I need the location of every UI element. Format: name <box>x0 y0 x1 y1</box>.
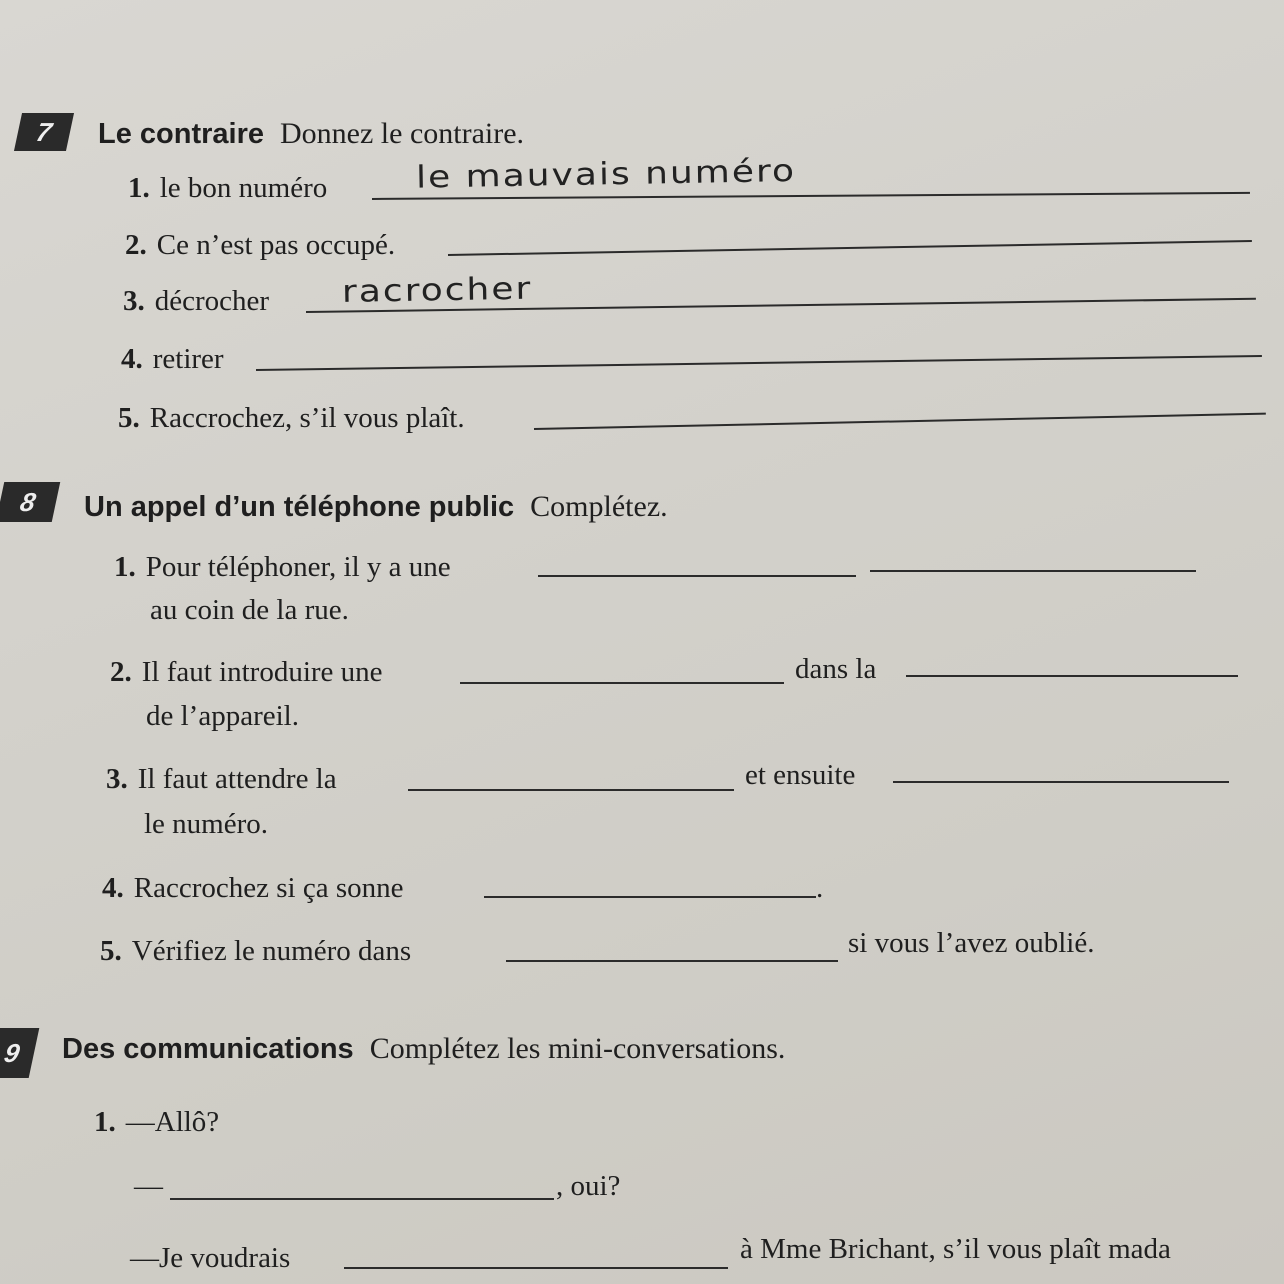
ex7-item-4-number: 4. <box>121 343 143 375</box>
ex7-item-4 <box>121 343 224 376</box>
ex8-answer-4-line[interactable] <box>484 896 816 898</box>
exercise-8-instruction: Complétez. <box>530 490 668 523</box>
exercise-8-title <box>84 490 668 524</box>
ex8-answer-2a-line[interactable] <box>460 682 784 684</box>
ex8-item-3-text: Il faut attendre la <box>137 763 337 795</box>
ex9-item-1-line3: —Je voudrais <box>130 1242 291 1274</box>
ex9-item-1-text: —Allô? <box>125 1106 220 1138</box>
exercise-7-title <box>98 117 524 151</box>
ex7-item-4-text: retirer <box>152 343 224 375</box>
ex9-answer-1-line[interactable] <box>170 1198 554 1200</box>
ex7-item-5-text: Raccrochez, s’il vous plaît. <box>149 402 465 434</box>
ex8-item-3-cont: le numéro. <box>144 808 269 840</box>
exercise-8-heading: Un appel d’un téléphone public <box>84 491 515 523</box>
ex9-answer-2-line[interactable] <box>344 1267 728 1269</box>
ex8-item-5-number: 5. <box>100 935 122 967</box>
exercise-7-heading: Le contraire <box>98 118 264 150</box>
ex7-item-5-number: 5. <box>118 402 140 434</box>
exercise-8-number: 8 <box>0 482 60 522</box>
ex7-item-1 <box>128 172 327 205</box>
exercise-7-instruction: Donnez le contraire. <box>280 117 525 150</box>
ex7-item-3 <box>123 285 269 318</box>
ex7-answer-2-line[interactable] <box>448 240 1252 256</box>
ex8-item-2 <box>110 656 383 689</box>
ex8-item-4-text: Raccrochez si ça sonne <box>133 872 404 904</box>
ex7-item-5 <box>118 402 465 435</box>
ex8-item-4-end: . <box>816 872 824 904</box>
ex7-item-2-text: Ce n’est pas occupé. <box>156 229 396 261</box>
ex8-item-1-number: 1. <box>114 551 136 583</box>
ex9-item-1 <box>94 1106 219 1139</box>
ex8-item-2-number: 2. <box>110 656 132 688</box>
ex9-item-1-line2-dash: — <box>134 1170 163 1202</box>
ex8-answer-1b-line[interactable] <box>870 570 1196 572</box>
ex7-answer-5-line[interactable] <box>534 413 1266 430</box>
ex8-item-3-number: 3. <box>106 763 128 795</box>
ex8-item-3-mid: et ensuite <box>745 759 856 791</box>
exercise-9-title <box>62 1032 785 1066</box>
ex7-answer-1-handwriting: le mauvais numéro <box>415 153 797 196</box>
ex8-item-1 <box>114 551 451 584</box>
ex8-item-5-mid: si vous l’avez oublié. <box>848 927 1095 959</box>
ex7-item-1-number: 1. <box>128 172 150 204</box>
ex8-item-3 <box>106 763 337 796</box>
ex9-item-1-line3-mid: à Mme Brichant, s’il vous plaît mada <box>740 1233 1171 1265</box>
ex7-item-1-text: le bon numéro <box>159 172 328 204</box>
ex8-answer-3a-line[interactable] <box>408 789 734 791</box>
exercise-7-number: 7 <box>14 113 74 151</box>
ex8-answer-2b-line[interactable] <box>906 675 1238 677</box>
ex8-item-4 <box>102 872 403 905</box>
ex7-answer-4-line[interactable] <box>256 355 1262 371</box>
ex8-item-1-text: Pour téléphoner, il y a une <box>145 551 451 583</box>
exercise-9-instruction: Complétez les mini-conversations. <box>369 1032 786 1065</box>
exercise-9-heading: Des communications <box>62 1033 354 1065</box>
ex8-item-2-cont: de l’appareil. <box>146 700 299 732</box>
ex8-item-2-mid: dans la <box>795 653 877 685</box>
exercise-9-number: 9 <box>0 1028 39 1078</box>
ex8-answer-1a-line[interactable] <box>538 575 856 577</box>
ex7-item-2-number: 2. <box>125 229 147 261</box>
ex8-item-2-text: Il faut introduire une <box>141 656 383 688</box>
ex8-answer-5-line[interactable] <box>506 960 838 962</box>
ex8-item-1-cont: au coin de la rue. <box>150 594 349 626</box>
ex8-item-5 <box>100 935 411 968</box>
ex7-item-3-text: décrocher <box>154 285 270 317</box>
ex7-answer-3-handwriting: racrocher <box>341 271 533 310</box>
ex9-item-1-number: 1. <box>94 1106 116 1138</box>
ex8-item-4-number: 4. <box>102 872 124 904</box>
ex7-item-2 <box>125 229 395 262</box>
ex7-item-3-number: 3. <box>123 285 145 317</box>
ex8-item-5-text: Vérifiez le numéro dans <box>131 935 412 967</box>
ex9-item-1-line2-end: , oui? <box>556 1170 621 1202</box>
ex8-answer-3b-line[interactable] <box>893 781 1229 783</box>
